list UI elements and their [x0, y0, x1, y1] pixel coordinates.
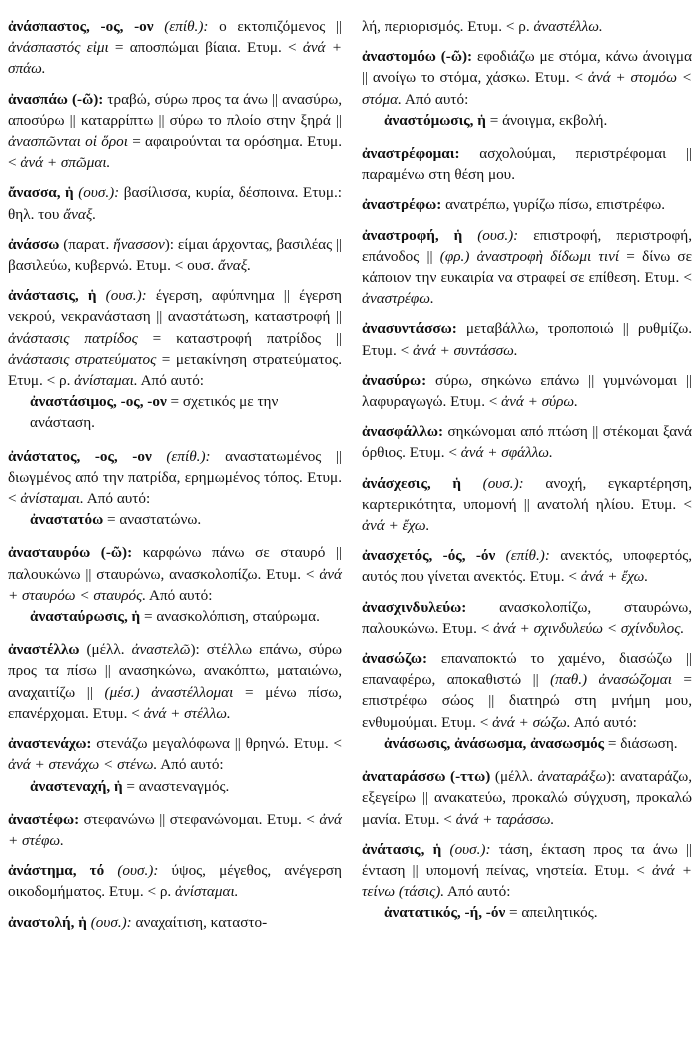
- entry-definition-text: ): αναταράζω, εξεγείρω || ανακατεύω, προκαλώ σύγχυση, προκαλώ μανία. Ετυμ. <: [362, 768, 693, 828]
- entry-definition-text: Από αυτό:: [83, 490, 151, 508]
- entry-definition-text: στεφανώνω || στεφανώνομαι. Ετυμ. <: [79, 810, 320, 828]
- entry-italic-text: ἀνά + ἔχω.: [362, 517, 430, 535]
- entry-definition-text: αναστατωμένος || διωγμένος από την πατρίδα, ερημωμένος τόπος. Ετυμ. <: [8, 447, 342, 508]
- entry-definition-text: ανοχή, εγκαρτέρηση, καρτερικότητα, υπομονή || ανατολή ηλίου. Ετυμ. <: [362, 474, 692, 513]
- entry-headword: ἀναστολή, ἡ: [8, 913, 87, 931]
- dictionary-entry: [362, 839, 692, 903]
- entry-italic-text: ἀνά + στομόω < στόμα.: [362, 69, 692, 108]
- entry-definition-text: (μέλλ.: [79, 641, 132, 659]
- entry-definition-text: καρφώνω πάνω σε σταυρό || παλουκώνω || σταυρώνω, ανασκολοπίζω. Ετυμ. <: [8, 544, 342, 583]
- entry-headword: ἀναστενάχω:: [8, 735, 92, 753]
- entry-definition-text: [152, 448, 167, 465]
- derived-definition: = άνοιγμα, εκβολή.: [485, 111, 608, 129]
- entry-headword: ἀνασύρω:: [362, 371, 427, 389]
- derived-headword: ἀναστεναχή, ἡ: [30, 777, 123, 795]
- entry-definition-text: έγερση, αφύπνημα || έγερση νεκρού, νεκρανάσταση || αναστάτωση, καταστροφή ||: [8, 287, 343, 326]
- entry-italic-text: ἀνά + στέφω.: [8, 810, 342, 849]
- entry-italic-text: ἀνάσπαστός εἰμι: [8, 39, 109, 57]
- dictionary-entry: [8, 182, 342, 224]
- entry-italic-text: ἀνά + σύρω.: [501, 393, 578, 411]
- entry-definition-text: = μένω πίσω, επανέρχομαι. Ετυμ. <: [8, 683, 343, 722]
- dictionary-entry: [8, 446, 342, 510]
- entry-italic-text: ἀναστρέφω.: [362, 290, 434, 308]
- entry-italic-text: (ουσ.):: [477, 226, 519, 244]
- dictionary-entry: [362, 648, 692, 733]
- entry-italic-text: ἀναστελῶ: [131, 641, 191, 659]
- entry-definition-text: ανασκολοπίζω, σταυρώνω, παλουκώνω. Ετυμ. <: [362, 598, 692, 637]
- entry-headword: ἀναστέλλω: [8, 641, 80, 659]
- entry-italic-text: (φρ.) ἀναστροφὴ δίδωμι τινί: [439, 247, 620, 265]
- entry-italic-text: (ουσ.):: [90, 913, 132, 931]
- entry-headword: ἀνασώζω:: [362, 650, 428, 668]
- dictionary-entry: [8, 285, 342, 391]
- entry-definition-text: ασχολούμαι, περιστρέφομαι || παραμένω στη θέση μου.: [362, 145, 692, 184]
- entry-headword: ἀνασφάλλω:: [362, 423, 444, 441]
- entry-italic-text: ἀνίσταμαι.: [175, 883, 239, 901]
- derived-entry: [362, 902, 692, 923]
- entry-definition-text: ): στέλλω επάνω, σύρω προς τα πίσω || ανασηκώνω, ανακόπτω, ματαιώνω, αναχαιτίζω ||: [8, 641, 342, 701]
- entry-italic-text: ἀνά + σπάω.: [8, 39, 342, 78]
- entry-headword: ἀναστρέφομαι:: [362, 145, 460, 163]
- entry-italic-text: ἀναταράξω: [537, 768, 607, 786]
- entry-headword: ἀναστροφή, ἡ: [362, 226, 463, 244]
- dictionary-entry: [8, 639, 342, 724]
- entry-definition-text: σηκώνομαι από πτώση || στέκομαι ξανά όρθιος. Ετυμ. <: [362, 423, 692, 462]
- entry-italic-text: ἄναξ.: [218, 257, 252, 275]
- derived-headword: ἀνατατικός, -ή, -όν: [384, 904, 506, 922]
- dictionary-entry: [362, 194, 692, 215]
- entry-definition-text: αναχαίτιση, καταστο-: [131, 913, 268, 931]
- entry-italic-text: ἀναστέλλω.: [533, 18, 603, 35]
- entry-definition-text: σύρω, σηκώνω επάνω || γυμνώνομαι || λαφυραγωγώ. Ετυμ. <: [362, 371, 692, 411]
- dictionary-entry: [8, 860, 342, 902]
- derived-definition: = αναστεναγμός.: [122, 777, 230, 795]
- dictionary-entry: [362, 370, 692, 412]
- derived-headword: ἀνάσωσις, ἀνάσωσμα, ἀνασωσμός: [384, 734, 605, 752]
- entry-headword: ἀνασταυρόω (-ῶ):: [8, 544, 133, 562]
- entry-italic-text: ἀνά + ταράσσω.: [455, 810, 555, 828]
- entry-definition-text: επιστροφή, περιστροφή, επάνοδος ||: [362, 226, 692, 265]
- entry-italic-text: (επίθ.):: [166, 447, 211, 465]
- dictionary-entry: [8, 542, 342, 606]
- entry-headword: ἀνασχινδυλεύω:: [362, 598, 467, 616]
- entry-italic-text: ἀνά + σπῶμαι.: [20, 154, 111, 172]
- right-column: [362, 16, 692, 936]
- entry-definition-text: ύψος, μέγεθος, ανέγερση οικοδομήματος. Ετυμ. < ρ.: [8, 862, 342, 901]
- entry-italic-text: (ουσ.):: [78, 184, 120, 202]
- entry-definition-text: [495, 547, 505, 564]
- derived-definition: = ανασκολόπιση, σταύρωμα.: [140, 608, 320, 626]
- entry-headword: ἀνασχετός, -ός, -όν: [362, 547, 496, 565]
- entry-definition-text: Από αυτό:: [157, 756, 224, 774]
- entry-headword: ἀνάστασις, ἡ: [8, 287, 97, 305]
- entry-italic-text: (ουσ.):: [105, 287, 147, 305]
- derived-definition: = αναστατώνω.: [103, 511, 202, 529]
- entry-definition-text: Από αυτό:: [146, 586, 213, 604]
- entry-definition-text: τάση, έκταση προς τα άνω || ένταση || υπομονή πείνας, νηστεία. Ετυμ. <: [362, 840, 693, 879]
- dictionary-entry: [8, 234, 342, 276]
- entry-italic-text: ἄναξ.: [63, 205, 97, 223]
- entry-definition-text: (παρατ.: [59, 235, 114, 253]
- dictionary-entry: [8, 912, 342, 933]
- entry-definition-text: (μέλλ.: [490, 768, 538, 786]
- entry-definition-text: = δίνω σε κάποιον την ευκαιρία να στραφεί σε επίθεση. Ετυμ. <: [362, 247, 692, 287]
- entry-italic-text: ἀνά + σταυρόω < σταυρός.: [8, 565, 342, 604]
- dictionary-entry: [8, 733, 342, 775]
- entry-headword: ἀνασυντάσσω:: [362, 320, 457, 338]
- dictionary-entry: [362, 46, 692, 110]
- derived-entry: [8, 509, 342, 530]
- dictionary-entry: [362, 421, 692, 463]
- derived-entry: [8, 776, 342, 797]
- entry-italic-text: (παθ.) ἀνασώζομαι: [550, 671, 672, 689]
- entry-headword: ἀνασπάω (-ῶ):: [8, 90, 104, 108]
- dictionary-entry: [362, 545, 692, 587]
- entry-definition-text: Από αυτό:: [570, 713, 637, 731]
- derived-headword: ἀναστάσιμος, -ος, -ον: [30, 393, 167, 411]
- entry-definition-text: [154, 18, 165, 35]
- entry-definition-text: Από αυτό:: [401, 90, 469, 108]
- entry-headword: ἀναταράσσω (-ττω): [362, 768, 491, 786]
- dictionary-entry: [362, 473, 692, 537]
- entry-italic-text: (επίθ.):: [505, 547, 550, 565]
- derived-headword: ἀναστόμωσις, ἡ: [384, 111, 486, 129]
- dictionary-entry: [362, 16, 692, 37]
- entry-definition-text: τραβώ, σύρω προς τα άνω || ανασύρω, αποσύρω || καταρρίπτω || σύρω το πλοίο στην ξηρά ||: [8, 90, 342, 129]
- entry-definition-text: μεταβάλλω, τροποποιώ || ρυθμίζω. Ετυμ. <: [362, 320, 692, 359]
- entry-headword: ἀνάστατος, -ος, -ον: [8, 447, 152, 465]
- entry-headword: ἀναστέφω:: [8, 810, 80, 828]
- entry-italic-text: (ουσ.):: [482, 474, 524, 492]
- entry-headword: ἀναστρέφω:: [362, 196, 442, 214]
- entry-italic-text: ἀνά + συντάσσω.: [413, 341, 518, 359]
- entry-headword: ἀναστομόω (-ῶ):: [362, 48, 473, 66]
- derived-headword: ἀνασταύρωσις, ἡ: [30, 608, 141, 626]
- entry-definition-text: ανατρέπω, γυρίζω πίσω, επιστρέφω.: [441, 196, 666, 214]
- entry-definition-text: [461, 475, 483, 492]
- entry-definition-text: στενάζω μεγαλόφωνα || θρηνώ. Ετυμ. <: [91, 735, 342, 753]
- entry-definition-text: Από αυτό:: [444, 883, 511, 901]
- entry-definition-text: = μετακίνηση στρατεύματος. Ετυμ. < ρ.: [8, 350, 342, 390]
- derived-entry: [8, 391, 342, 433]
- entry-italic-text: ἀνά + τείνω (τάσις).: [362, 861, 692, 901]
- entry-italic-text: (επίθ.):: [164, 18, 209, 35]
- dictionary-entry: [362, 143, 692, 185]
- entry-definition-text: Από αυτό:: [137, 372, 205, 390]
- entry-italic-text: (ουσ.):: [117, 862, 159, 880]
- entry-definition-text: ο εκτοπιζόμενος ||: [208, 18, 343, 35]
- entry-definition-text: ): είμαι άρχοντας, βασιλέας || βασιλεύω, κυβερνώ. Ετυμ. < ουσ.: [8, 235, 342, 275]
- entry-definition-text: = επιστρέφω σώος || διατηρώ στη μνήμη μου, ενθυμούμαι. Ετυμ. <: [362, 671, 692, 731]
- derived-entry: [362, 110, 692, 131]
- entry-headword: ἄνασσα, ἡ: [8, 184, 74, 202]
- entry-headword: ἀνάσπαστος, -ος, -ον: [8, 18, 154, 35]
- entry-definition-text: επαναποκτώ το χαμένο, διασώζω || επαναφέρω, αποκαθιστώ ||: [362, 650, 692, 689]
- dictionary-entry: [362, 766, 692, 830]
- entry-italic-text: ἀνίσταμαι.: [20, 490, 84, 508]
- entry-italic-text: ἀνά + ἔχω.: [580, 568, 649, 586]
- entry-definition-text: εφοδιάζω με στόμα, κάνω άνοιγμα || ανοίγω το στόμα, χάσκω. Ετυμ. <: [362, 48, 692, 87]
- entry-definition-text: λή, περιορισμός. Ετυμ. < ρ.: [362, 18, 534, 35]
- left-column: [8, 16, 342, 942]
- entry-headword: ἀνάσσω: [8, 235, 60, 253]
- dictionary-entry: [362, 318, 692, 360]
- derived-entry: [8, 606, 342, 627]
- entry-italic-text: ἀνά + σώζω.: [492, 713, 571, 731]
- entry-italic-text: ἀνά + σχινδυλεύω < σχίνδυλος.: [493, 619, 685, 637]
- derived-headword: ἀναστατόω: [30, 511, 104, 529]
- derived-entry: [362, 733, 692, 754]
- dictionary-entry: [8, 16, 342, 80]
- entry-headword: ἀνάτασις, ἡ: [362, 840, 442, 858]
- entry-italic-text: (ουσ.):: [449, 840, 491, 858]
- derived-definition: = σχετικός με την ανάσταση.: [30, 393, 279, 432]
- entry-definition-text: [104, 862, 117, 879]
- entry-definition-text: [441, 841, 449, 858]
- entry-italic-text: ἤνασσον: [113, 235, 165, 253]
- dictionary-entry: [8, 89, 342, 174]
- entry-italic-text: ἀνάστασις στρατεύματος: [8, 350, 157, 368]
- entry-definition-text: [96, 287, 105, 304]
- entry-italic-text: (μέσ.) ἀναστέλλομαι: [104, 683, 234, 701]
- entry-definition-text: = αποσπώμαι βίαια. Ετυμ. <: [108, 39, 303, 57]
- entry-definition-text: βασίλισσα, κυρία, δέσποινα. Ετυμ.: θηλ. του: [8, 184, 342, 223]
- entry-italic-text: ἀνασπῶνται οἱ ὅροι: [8, 133, 128, 151]
- entry-italic-text: ἀνά + σφάλλω.: [460, 444, 553, 462]
- dictionary-entry: [8, 809, 342, 851]
- entry-definition-text: = καταστροφή πατρίδος ||: [137, 329, 342, 347]
- entry-definition-text: [462, 227, 477, 244]
- entry-definition-text: ανεκτός, υποφερτός, αυτός που γίνεται ανεκτός. Ετυμ. <: [362, 547, 693, 586]
- entry-headword: ἀνάστημα, τό: [8, 862, 105, 880]
- entry-headword: ἀνάσχεσις, ἡ: [362, 474, 461, 492]
- derived-definition: = διάσωση.: [604, 734, 678, 752]
- entry-italic-text: ἀνίσταμαι.: [74, 372, 138, 390]
- entry-definition-text: = αφαιρούνται τα ορόσημα. Ετυμ. <: [8, 133, 342, 172]
- entry-italic-text: ἀνά + στέλλω.: [143, 704, 231, 722]
- derived-definition: = απειλητικός.: [505, 904, 598, 922]
- entry-italic-text: ἀνάστασις πατρίδος: [8, 329, 138, 347]
- dictionary-entry: [362, 597, 692, 639]
- dictionary-entry: [362, 225, 692, 310]
- entry-italic-text: ἀνά + στενάχω < στένω.: [8, 756, 158, 774]
